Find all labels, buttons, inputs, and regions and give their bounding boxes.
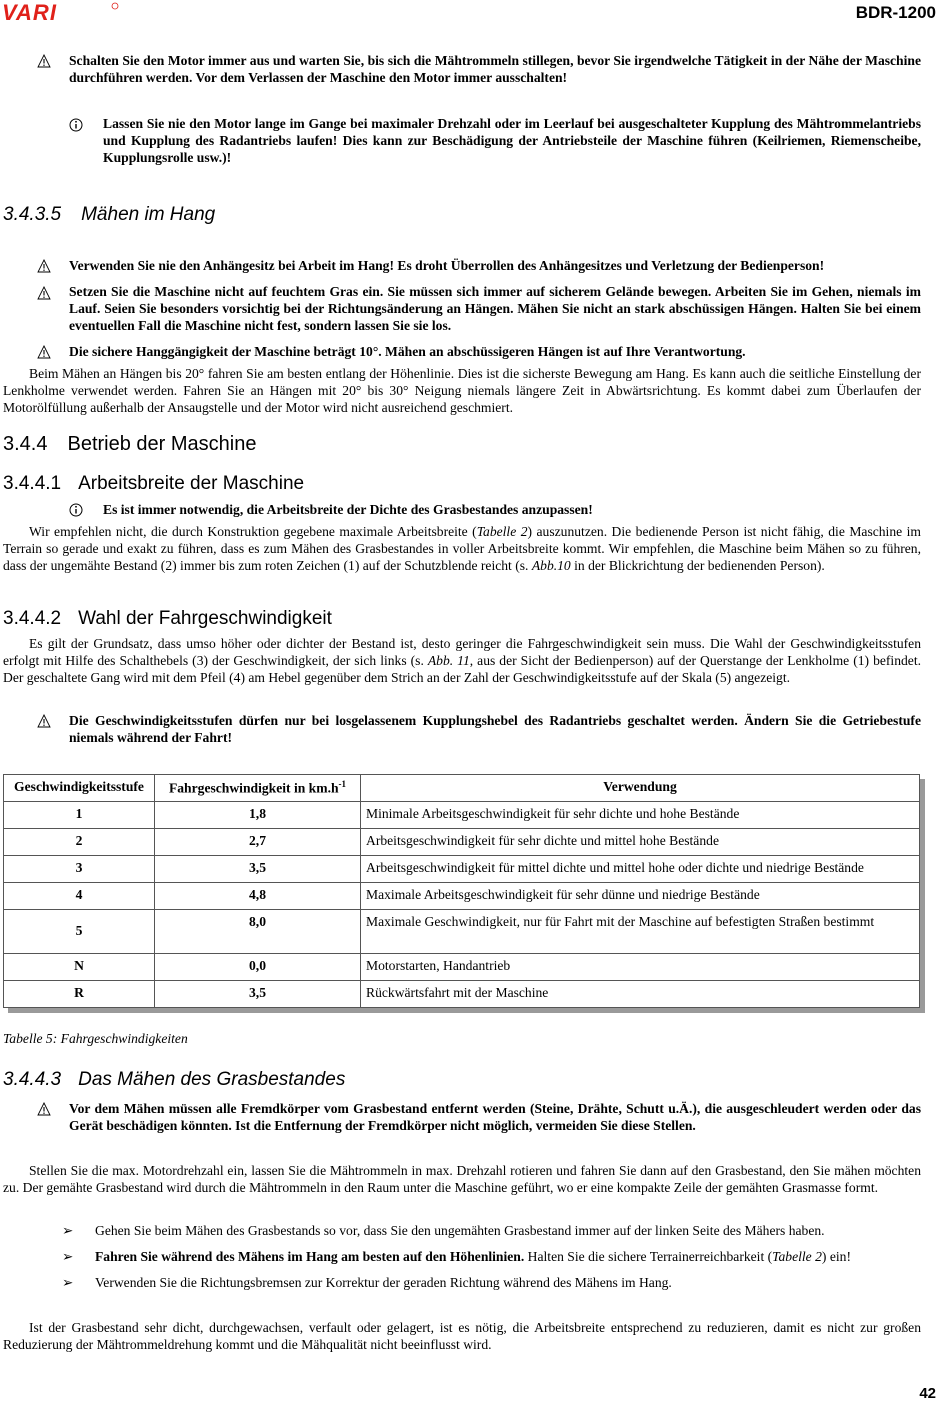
warning-text: Setzen Sie die Maschine nicht auf feuchtem Gras ein. Sie müssen sich immer auf sicherem Gelände bewegen. Arbeiten Sie im Gehen, niemals im Lauf. Seien Sie besonders vorsichtig bei der Richtungsänderung an Hängen. Mähen Sie nicht an stark abschüssigen Hängen. Halten Sie bei einem eventuellen Fall die Maschine nicht fest, sondern lassen Sie sie los. [69,284,921,333]
gear-cell: 4 [4,882,155,909]
warning-text: Die Geschwindigkeitsstufen dürfen nur bei losgelassenem Kupplungshebel des Radantriebs geschaltet werden. Ändern Sie die Getriebestufe niemals während der Fahrt! [69,713,921,745]
section-number: 3.4.3.5 [3,204,62,225]
bullet-arrow-icon: ➢ [62,1223,74,1238]
use-cell: Motorstarten, Handantrieb [361,953,920,980]
reference: Tabelle 2 [476,524,528,539]
warning-icon [37,1102,51,1116]
section-title: Arbeitsbreite der Maschine [78,473,305,494]
gear-cell: R [4,980,155,1007]
info-text: Lassen Sie nie den Motor lange im Gange bei maximaler Drehzahl oder im Leerlauf bei ausgeschalteter Kupplung des Mähtrommelantriebs und Kupplung des Radantriebs laufen! Dies kann zur Beschädigung der Antriebsteile der Maschine führen (Keilriemen, Riemenscheibe, Kupplungsrolle usw.)! [103,116,921,165]
logo-text: VARI [2,2,57,22]
bullet-item: Fahren Sie während des Mähens im Hang am besten auf den Höhenlinien. Halten Sie die sichere Terrainerreichbarkeit (Tabelle 2) ein! [95,1249,851,1264]
reference: Abb.10 [531,558,571,573]
section-title: Betrieb der Maschine [67,433,257,455]
section-number: 3.4.4 [3,433,48,455]
gear-cell: N [4,953,155,980]
reference: Abb. 11 [427,653,470,668]
warning-text: Verwenden Sie nie den Anhängesitz bei Arbeit im Hang! Es droht Überrollen des Anhängesitzes und Verletzung der Bedienperson! [69,258,825,273]
info-text: Es ist immer notwendig, die Arbeitsbreite der Dichte des Grasbestandes anzupassen! [103,502,593,517]
use-cell: Arbeitsgeschwindigkeit für sehr dichte und mittel hohe Bestände [361,828,920,855]
gear-cell: 3 [4,855,155,882]
reference: Tabelle 2 [772,1249,822,1264]
gear-cell: 2 [4,828,155,855]
section-number: 3.4.4.2 [3,608,62,629]
speed-cell: 8,0 [155,909,361,953]
section-heading-344 [3,433,256,456]
paragraph: Wir empfehlen nicht, die durch Konstruktion gegebene maximale Arbeitsbreite (Tabelle 2) auszunutzen. Die bedienende Person ist nicht fähig, die Maschine im Terrain so gerade und exakt zu führen, dass es zum Mähen des Grasbestandes in voller Arbeitsbreite kommt. Wir empfehlen, die Maschine beim Mähen so zu führen, dass der ungemähte Bestand (2) immer bis zum roten Zeichen (1) auf der Schutzblende reicht (s. Abb.10 in der Blickrichtung der bedienenden Person). [3,524,921,573]
page-number: 42 [919,1385,936,1402]
warning-text: Vor dem Mähen müssen alle Fremdkörper vom Grasbestand entfernt werden (Steine, Drähte, Schutt u.Ä.), die ausgeschleudert werden oder das Gerät beschädigen könnten. Ist die Entfernung der Fremdkörper nicht möglich, vermeiden Sie diese Stellen. [69,1101,921,1133]
table-header: Verwendung [361,775,920,802]
section-number: 3.4.4.3 [3,1069,62,1090]
warning-text: Schalten Sie den Motor immer aus und warten Sie, bis sich die Mähtrommeln stillegen, bevor Sie irgendwelche Tätigkeit in der Nähe der Maschine durchführen werden. Vor dem Verlassen der Maschine den Motor immer ausschalten! [69,53,921,85]
table-row [4,801,920,828]
speed-cell: 2,7 [155,828,361,855]
warning-icon [37,259,51,273]
use-cell: Arbeitsgeschwindigkeit für mittel dichte und mittel hohe oder dichte und niedrige Bestände [361,855,920,882]
gear-cell: 5 [4,909,155,953]
section-title: Mähen im Hang [81,204,216,225]
section-heading-3443 [3,1069,345,1091]
table-header-row [4,775,920,802]
speed-cell: 4,8 [155,882,361,909]
use-cell: Rückwärtsfahrt mit der Maschine [361,980,920,1007]
section-heading-3441 [3,473,304,495]
use-cell: Minimale Arbeitsgeschwindigkeit für sehr dichte und hohe Bestände [361,801,920,828]
bullet-arrow-icon: ➢ [62,1275,74,1290]
warning-icon [37,54,51,68]
speed-cell: 0,0 [155,953,361,980]
speed-cell: 3,5 [155,980,361,1007]
warning-icon [37,714,51,728]
section-heading-3435 [3,204,215,226]
bullet-arrow-icon: ➢ [62,1249,74,1264]
vari-logo [2,2,120,22]
model-name: BDR-1200 [855,3,936,22]
table-header: Geschwindigkeitsstufe [4,775,155,802]
table-caption: Tabelle 5: Fahrgeschwindigkeiten [3,1031,188,1046]
table-row [4,953,920,980]
warning-icon [37,286,51,300]
paragraph: Beim Mähen an Hängen bis 20° fahren Sie am besten entlang der Höhenlinie. Dies ist die sicherste Bewegung am Hang. Es kann auch die seitliche Einstellung der Lenkholme verwendet werden. Fahren Sie an Hängen mit 20° bis 30° Neigung niemals längere Zeit in Abwärtsrichtung. Es kommt dabei zum Überlaufen der Motorölfüllung außerhalb der Ansaugstelle und der Motor wird nicht ausreichend geschmiert. [3,366,921,415]
warning-icon [37,345,51,359]
info-icon [69,118,83,132]
section-number: 3.4.4.1 [3,473,62,494]
speed-table [3,774,920,1008]
use-cell: Maximale Geschwindigkeit, nur für Fahrt mit der Maschine auf befestigten Straßen bestimmt [361,909,920,953]
table-row [4,882,920,909]
warning-text: Die sichere Hanggängigkeit der Maschine beträgt 10°. Mähen an abschüssigeren Hängen ist auf Ihre Verantwortung. [69,344,746,359]
table-row [4,909,920,953]
section-heading-3442 [3,608,332,630]
section-title: Das Mähen des Grasbestandes [78,1069,346,1090]
paragraph: Ist der Grasbestand sehr dicht, durchgewachsen, verfault oder gelagert, ist es nötig, die Arbeitsbreite entsprechend zu reduzieren, damit es nicht zur großen Reduzierung der Mähtrommeldrehung kommt und die Mähqualität nicht beeinflusst wird. [3,1320,921,1352]
table-header: Fahrgeschwindigkeit in $km.h^{-1}$ [155,775,361,802]
gear-cell: 1 [4,801,155,828]
table-row [4,828,920,855]
bullet-item: Gehen Sie beim Mähen des Grasbestands so vor, dass Sie den ungemähten Grasbestand immer auf der linken Seite des Mähers haben. [95,1223,825,1238]
table-row [4,855,920,882]
paragraph: Stellen Sie die max. Motordrehzahl ein, lassen Sie die Mähtrommeln in max. Drehzahl rotieren und fahren Sie dann auf den Grasbestand, den Sie mähen möchten zu. Der gemähte Grasbestand wird durch die Mähtrommeln in den Raum unter die Maschine geführt, wo er eine kompakte Zeile der gemähten Grasmasse formt. [3,1163,921,1195]
bullet-item: Verwenden Sie die Richtungsbremsen zur Korrektur der geraden Richtung während des Mähens im Hang. [95,1275,672,1290]
section-title: Wahl der Fahrgeschwindigkeit [78,608,332,629]
table-row [4,980,920,1007]
use-cell: Maximale Arbeitsgeschwindigkeit für sehr dünne und niedrige Bestände [361,882,920,909]
paragraph: Es gilt der Grundsatz, dass umso höher oder dichter der Bestand ist, desto geringer die Fahrgeschwindigkeit sein muss. Die Wahl der Geschwindigkeitsstufen erfolgt mit Hilfe des Schalthebels (3) der Geschwindigkeit, der sich links (s. Abb. 11, aus der Sicht der Bedienperson) auf der Querstange der Lenkholme (1) befindet. Der geschaltete Gang wird mit dem Pfeil (4) am Hebel gegenüber dem Strich an der Zahl der Geschwindigkeitsstufe auf der Skala (5) angezeigt. [3,636,922,685]
speed-cell: 3,5 [155,855,361,882]
info-icon [69,503,83,517]
speed-cell: 1,8 [155,801,361,828]
